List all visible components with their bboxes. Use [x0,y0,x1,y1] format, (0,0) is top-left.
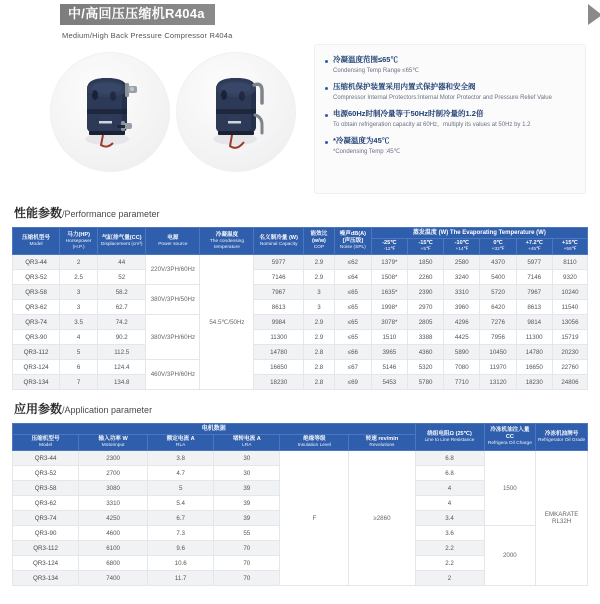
table-row [13,451,588,466]
cell-lra: 39 [214,481,280,496]
th-resistance: 绕组电阻Ω (25℃) Line to Line Resistance [415,424,484,451]
performance-table [12,227,588,390]
cell-power-source: 380V/3PH/60Hz [146,315,200,360]
cell-nominal-capacity: 18230 [254,375,303,390]
cell-nominal-capacity: 16650 [254,360,303,375]
cell-evap-capacity: 4296 [444,315,480,330]
cell-model: QR3-74 [13,315,60,330]
cell-evap-capacity: 7967 [516,285,552,300]
cell-rla: 3.8 [148,451,214,466]
cell-nominal-capacity: 9984 [254,315,303,330]
cell-evap-capacity: 7080 [444,360,480,375]
product-photo-angle [176,52,296,172]
cell-evap-capacity: 3310 [444,285,480,300]
bullet-icon [325,141,328,144]
cell-model: QR3-74 [13,511,79,526]
cell-resistance: 2.2 [415,556,484,571]
th-nominal-capacity: 名义制冷量 (W) Nominal Capacity [254,228,303,255]
cell-evap-capacity: 7956 [480,330,516,345]
cell-cop: 3 [303,300,334,315]
cell-lra: 55 [214,526,280,541]
note-text-en: Condensing Temp Range ≤65℃ [333,67,419,74]
cell-model: QR3-124 [13,360,60,375]
cell-evap-capacity: 8613 [516,300,552,315]
th-oil-charge: 冷冻机油注入量 CC Refrigera Oil Charge [484,424,536,451]
cell-resistance: 6.8 [415,451,484,466]
th-rla: 额定电流 A RLA [148,435,214,451]
cell-evap-capacity: 3078* [371,315,407,330]
cell-cop: 2.9 [303,330,334,345]
application-group-row [13,424,588,435]
bullet-icon [325,87,328,90]
cell-evap-capacity: 8110 [552,255,587,270]
cell-noise: ≤69 [334,375,371,390]
cell-revolutions: ≥2860 [349,451,415,586]
application-title-cn: 应用参数 [14,402,63,416]
cell-noise: ≤66 [334,345,371,360]
cell-model: QR3-58 [13,481,79,496]
note-text-en: *Condensing Temp :45℃ [333,148,401,155]
th-revolutions: 转速 rev/min Revolutions [349,435,415,451]
performance-table-body [13,255,588,390]
cell-cop: 3 [303,285,334,300]
cell-noise: ≤65 [334,285,371,300]
cell-evap-capacity: 2390 [407,285,443,300]
table-row [13,330,588,345]
cell-motor-input: 2300 [79,451,148,466]
cell-evap-capacity: 3388 [407,330,443,345]
th-motor-input: 输入功率 W Motorinput [79,435,148,451]
table-row [13,315,588,330]
cell-noise: ≤65 [334,315,371,330]
performance-title-cn: 性能参数 [14,206,63,220]
cell-cop: 2.8 [303,360,334,375]
table-row [13,270,588,285]
cell-evap-capacity: 5453 [371,375,407,390]
note-text-cn: 压缩机保护装置采用内置式保护器和安全阀 [333,82,476,91]
note-item [325,82,575,102]
cell-motor-input: 4250 [79,511,148,526]
cell-power-source: 380V/3PH/50Hz [146,285,200,315]
cell-evap-capacity: 18230 [516,375,552,390]
cell-evap-capacity: 11970 [480,360,516,375]
cell-evap-capacity: 2580 [444,255,480,270]
cell-power-source: 220V/3PH/60Hz [146,255,200,285]
cell-rla: 4.7 [148,466,214,481]
cell-power-source: 460V/3PH/60Hz [146,360,200,390]
cell-evap-capacity: 14780 [516,345,552,360]
cell-nominal-capacity: 7967 [254,285,303,300]
table-row [13,300,588,315]
cell-oil-charge: 2000 [484,526,536,586]
cell-model: QR3-62 [13,496,79,511]
cell-lra: 39 [214,511,280,526]
cell-motor-input: 6800 [79,556,148,571]
th-insulation: 绝缘等级 Insulation Level [280,435,349,451]
title-banner [60,4,588,28]
th-motor-group: 电机数据 [13,424,416,435]
th-evap-col: -25℃ -12℉ [371,239,407,255]
cell-nominal-capacity: 14780 [254,345,303,360]
cell-horsepower: 6 [60,360,98,375]
feature-notes-panel [314,44,586,194]
th-horsepower: 马力(HP) Horsepower (H.P.) [60,228,98,255]
performance-title-en: /Performance parameter [62,209,160,219]
table-row [13,285,588,300]
cell-noise: ≤65 [334,330,371,345]
th-evap-col: -10℃ +14℉ [444,239,480,255]
application-section-title [14,400,588,418]
cell-evap-capacity: 2260 [407,270,443,285]
cell-horsepower: 4 [60,330,98,345]
cell-evap-capacity: 5146 [371,360,407,375]
cell-evap-capacity: 7710 [444,375,480,390]
cell-model: QR3-44 [13,255,60,270]
cell-evap-capacity: 16650 [516,360,552,375]
cell-horsepower: 7 [60,375,98,390]
cell-evap-capacity: 5320 [407,360,443,375]
cell-oil-charge: 1500 [484,451,536,526]
cell-evap-capacity: 2805 [407,315,443,330]
cell-resistance: 4 [415,496,484,511]
cell-cop: 2.9 [303,315,334,330]
cell-motor-input: 2700 [79,466,148,481]
cell-evap-capacity: 1508* [371,270,407,285]
table-row [13,375,588,390]
cell-evap-capacity: 10240 [552,285,587,300]
note-item [325,55,575,75]
cell-model: QR3-112 [13,345,60,360]
cell-evap-capacity: 10450 [480,345,516,360]
cell-horsepower: 3 [60,285,98,300]
cell-evap-capacity: 5977 [516,255,552,270]
cell-evap-capacity: 24806 [552,375,587,390]
application-table-body [13,451,588,586]
cell-evap-capacity: 5890 [444,345,480,360]
cell-model: QR3-44 [13,451,79,466]
cell-noise: ≤65 [334,300,371,315]
performance-section-title [14,204,588,222]
product-spec-page [0,4,600,604]
th-power-source: 电源 Power source [146,228,200,255]
cell-motor-input: 3080 [79,481,148,496]
cell-resistance: 2.2 [415,541,484,556]
cell-resistance: 2 [415,571,484,586]
th-lra: 堵转电流 A LRA [214,435,280,451]
th-model: 压缩机型号 Model [13,228,60,255]
cell-horsepower: 5 [60,345,98,360]
cell-lra: 30 [214,466,280,481]
cell-evap-capacity: 4360 [407,345,443,360]
cell-evap-capacity: 6420 [480,300,516,315]
cell-evap-capacity: 11540 [552,300,587,315]
cell-evap-capacity: 4425 [444,330,480,345]
cell-cop: 2.9 [303,270,334,285]
cell-evap-capacity: 15719 [552,330,587,345]
cell-condensing-temp: 54.5℃/50Hz [200,255,254,390]
cell-rla: 5 [148,481,214,496]
note-text-cn: 电源60Hz时制冷量等于50Hz时制冷量的1.2倍 [333,109,484,118]
cell-evap-capacity: 9320 [552,270,587,285]
cell-model: QR3-52 [13,466,79,481]
cell-oil-grade: EMKARATE RL32H [536,451,588,586]
cell-nominal-capacity: 8613 [254,300,303,315]
cell-model: QR3-112 [13,541,79,556]
cell-rla: 11.7 [148,571,214,586]
bullet-icon [325,114,328,117]
performance-header-row [13,228,588,239]
cell-rla: 6.7 [148,511,214,526]
cell-resistance: 4 [415,481,484,496]
th-evaporating-group: 蒸发温度 (W) The Evaporating Temperature (W) [371,228,587,239]
cell-model: QR3-134 [13,375,60,390]
cell-model: QR3-58 [13,285,60,300]
cell-rla: 10.6 [148,556,214,571]
cell-nominal-capacity: 5977 [254,255,303,270]
cell-evap-capacity: 5400 [480,270,516,285]
th-evap-col: 0℃ +32℉ [480,239,516,255]
cell-model: QR3-90 [13,330,60,345]
cell-noise: ≤62 [334,255,371,270]
cell-displacement: 124.4 [98,360,146,375]
cell-insulation-level: F [280,451,349,586]
cell-evap-capacity: 9814 [516,315,552,330]
cell-rla: 7.3 [148,526,214,541]
cell-displacement: 134.8 [98,375,146,390]
cell-lra: 30 [214,451,280,466]
cell-evap-capacity: 3960 [444,300,480,315]
cell-displacement: 62.7 [98,300,146,315]
cell-evap-capacity: 5780 [407,375,443,390]
cell-evap-capacity: 5720 [480,285,516,300]
cell-displacement: 112.5 [98,345,146,360]
cell-evap-capacity: 1635* [371,285,407,300]
cell-nominal-capacity: 11300 [254,330,303,345]
cell-evap-capacity: 1850 [407,255,443,270]
cell-lra: 70 [214,571,280,586]
cell-model: QR3-90 [13,526,79,541]
product-image-gallery [12,44,308,194]
application-table [12,423,588,586]
banner-title-en: Medium/High Back Pressure Compressor R404a [62,31,233,40]
cell-model: QR3-52 [13,270,60,285]
th-evap-col: -15℃ +5℉ [407,239,443,255]
th-evap-col: +15℃ +59℉ [552,239,587,255]
cell-evap-capacity: 7276 [480,315,516,330]
cell-cop: 2.8 [303,375,334,390]
cell-evap-capacity: 1379* [371,255,407,270]
cell-model: QR3-134 [13,571,79,586]
cell-rla: 9.6 [148,541,214,556]
note-item [325,109,575,129]
cell-nominal-capacity: 7146 [254,270,303,285]
cell-evap-capacity: 3965 [371,345,407,360]
cell-resistance: 3.6 [415,526,484,541]
th-app-model: 压缩机型号 Model [13,435,79,451]
cell-cop: 2.9 [303,255,334,270]
cell-evap-capacity: 20230 [552,345,587,360]
cell-noise: ≤64 [334,270,371,285]
th-noise: 噪声dB(A)[声压级] Noise (SPL) [334,228,371,255]
note-text-en: To obtain refrigeration capacity at 60Hz，multiply its values at 50Hz by 1.2 [333,121,531,128]
cell-evap-capacity: 13056 [552,315,587,330]
cell-evap-capacity: 4370 [480,255,516,270]
cell-evap-capacity: 2970 [407,300,443,315]
hero-section [12,44,588,194]
th-oil-grade: 冷冻机油牌号 Refrigerator Oil Grade [536,424,588,451]
cell-displacement: 52 [98,270,146,285]
banner-title-cn: 中/高回压压缩机R404a [60,4,215,25]
banner-arrow-icon [588,4,600,25]
cell-evap-capacity: 22760 [552,360,587,375]
table-row [13,255,588,270]
cell-evap-capacity: 1998* [371,300,407,315]
cell-resistance: 3.4 [415,511,484,526]
cell-horsepower: 2 [60,255,98,270]
th-evap-col: +7.2℃ +45℉ [516,239,552,255]
cell-rla: 5.4 [148,496,214,511]
cell-lra: 70 [214,541,280,556]
note-text-en: Compressor Internal Protectors:Internal Motor Protector and Pressure Relief Value [333,94,552,101]
th-displacement: 气缸排气量(CC) Displacement (cm³) [98,228,146,255]
cell-displacement: 90.2 [98,330,146,345]
compressor-icon-alt [199,69,273,155]
note-text-cn: *冷凝温度为45℃ [333,136,390,145]
cell-motor-input: 4600 [79,526,148,541]
cell-evap-capacity: 13120 [480,375,516,390]
cell-model: QR3-124 [13,556,79,571]
application-title-en: /Application parameter [62,405,153,415]
table-row [13,360,588,375]
product-photo-front [50,52,170,172]
cell-displacement: 58.2 [98,285,146,300]
compressor-icon [73,69,147,155]
cell-cop: 2.8 [303,345,334,360]
note-item [325,136,575,156]
bullet-icon [325,60,328,63]
cell-horsepower: 2.5 [60,270,98,285]
cell-evap-capacity: 11300 [516,330,552,345]
th-cop: 能效比(w/w) COP [303,228,334,255]
cell-horsepower: 3.5 [60,315,98,330]
table-row [13,345,588,360]
cell-displacement: 74.2 [98,315,146,330]
cell-resistance: 6.8 [415,466,484,481]
cell-noise: ≤67 [334,360,371,375]
th-condensing-temp: 冷凝温度 The condensing temperature [200,228,254,255]
cell-model: QR3-62 [13,300,60,315]
cell-evap-capacity: 7146 [516,270,552,285]
cell-displacement: 44 [98,255,146,270]
cell-motor-input: 6100 [79,541,148,556]
cell-evap-capacity: 1510 [371,330,407,345]
cell-evap-capacity: 3240 [444,270,480,285]
cell-motor-input: 7400 [79,571,148,586]
note-text-cn: 冷凝温度范围≤65℃ [333,55,398,64]
cell-lra: 39 [214,496,280,511]
cell-motor-input: 3310 [79,496,148,511]
cell-lra: 70 [214,556,280,571]
cell-horsepower: 3 [60,300,98,315]
